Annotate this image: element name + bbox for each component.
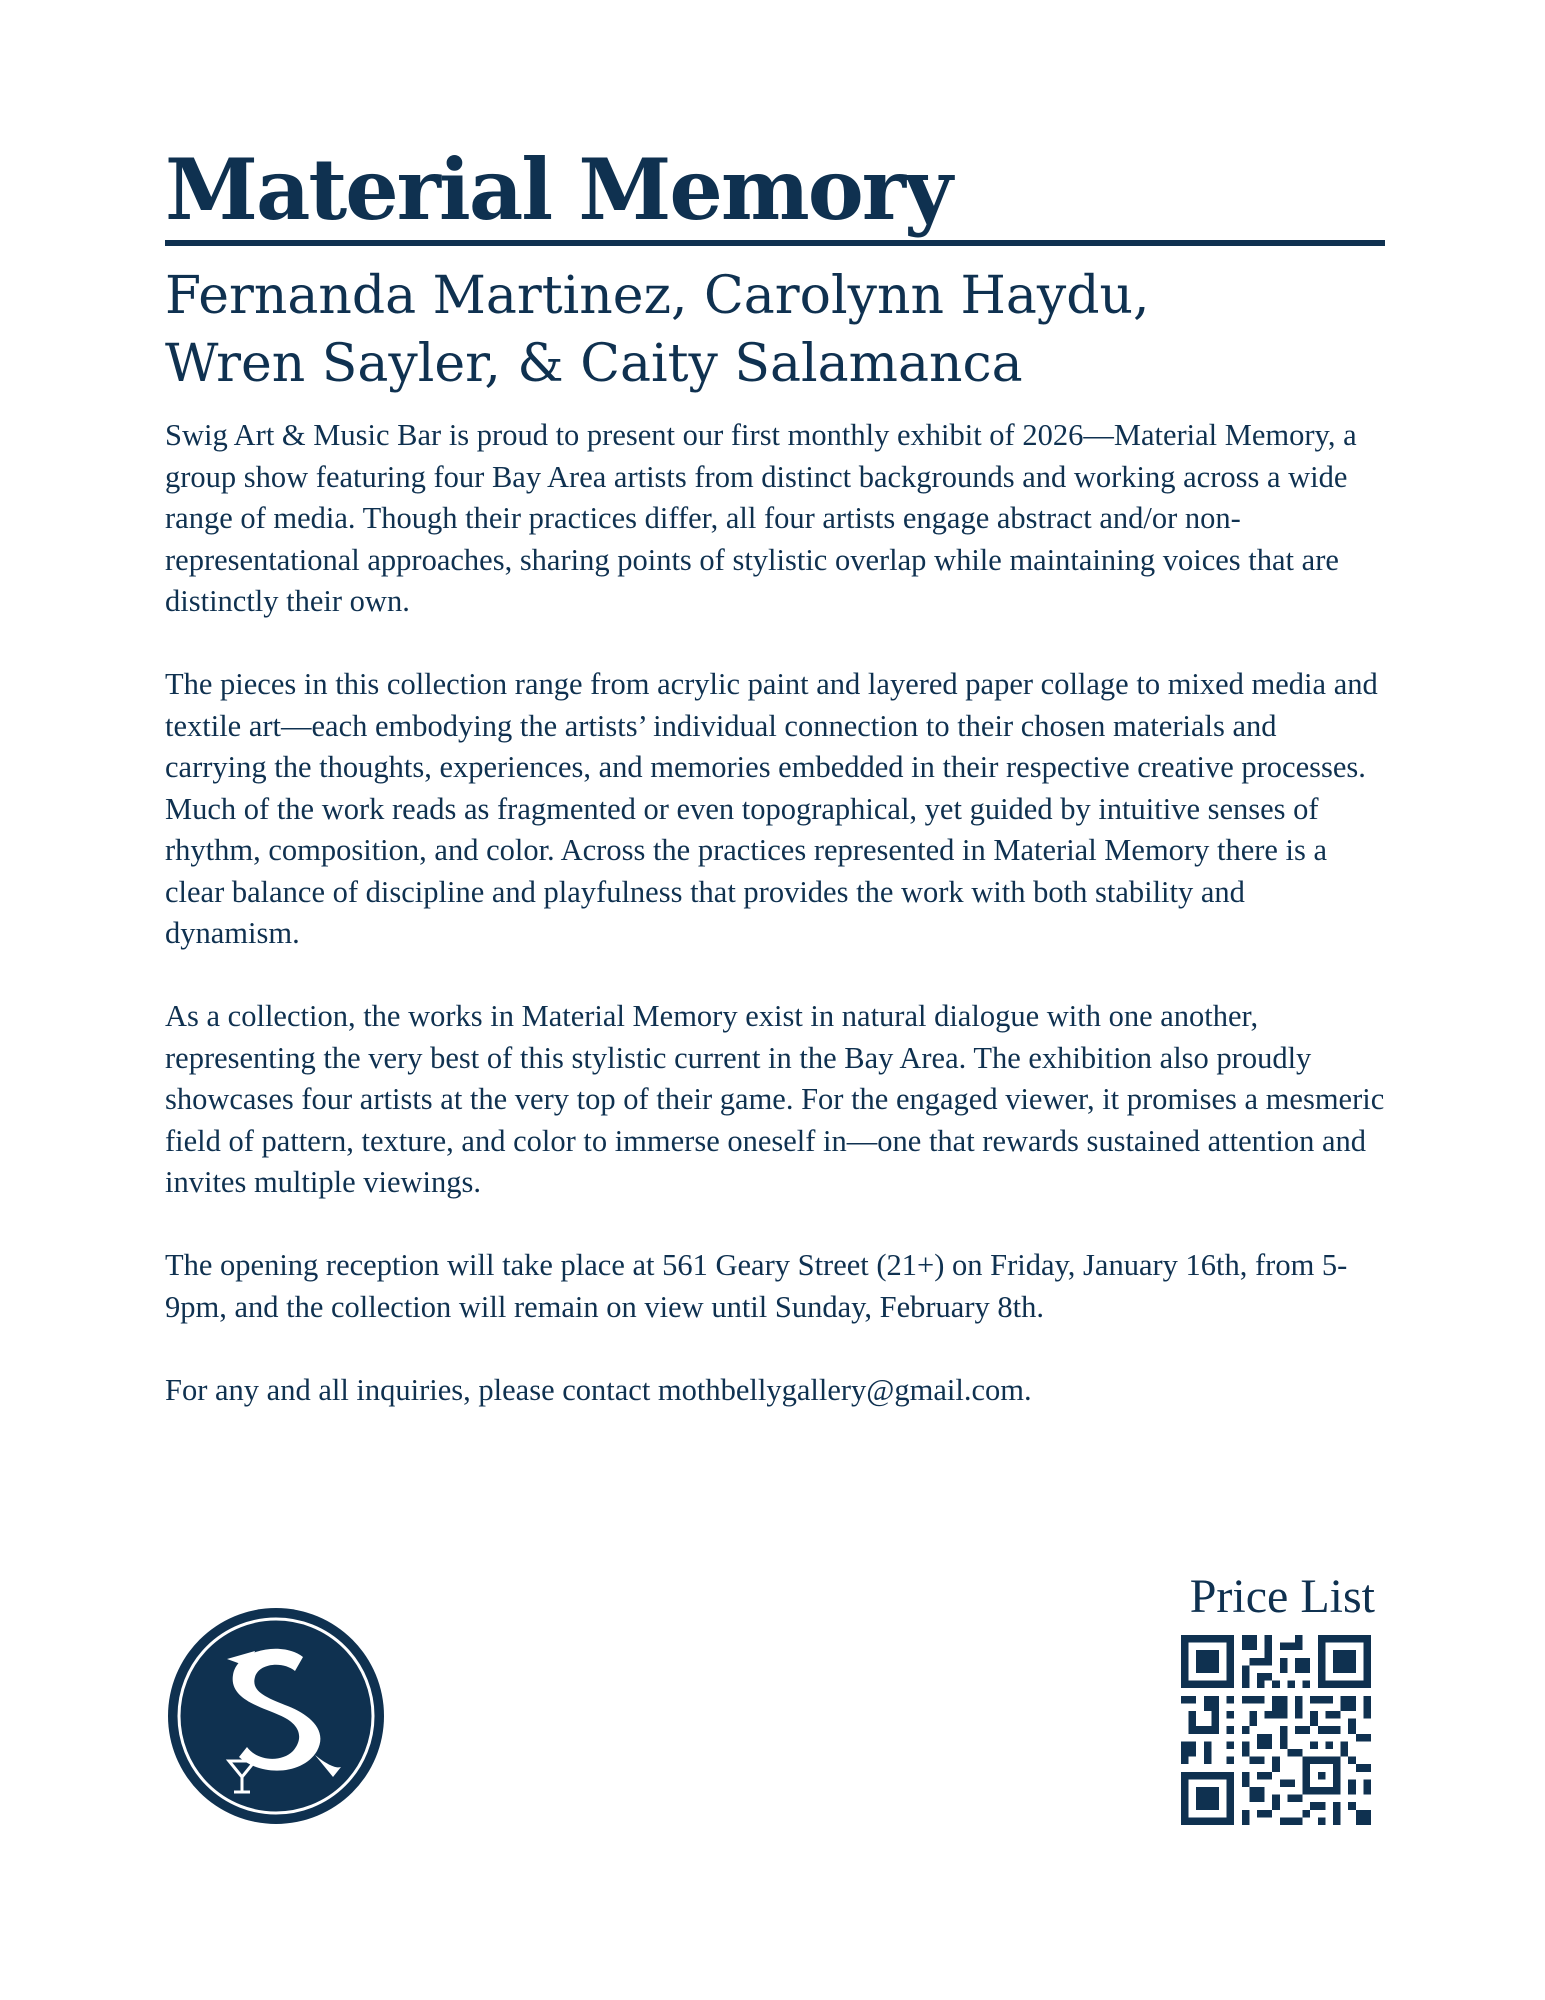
reception-paragraph: The opening reception will take place at 561 Geary Street (21+) on Friday, January 16th, from 5-9pm, and the collection will remain on view until Sunday, February 8th. (165, 1248, 1348, 1324)
collection-paragraph: As a collection, the works in Material Memory exist in natural dialogue with one another, representing the very best of this stylistic current in the Bay Area. The exhibition also proudly showcases four artists at the very top of their game. For the engaged viewer, it promises a mesmeric field of pattern, texture, and color to immerse oneself in—one that rewards sustained attention and invites multiple viewings. (165, 999, 1385, 1199)
price-list-label: Price List (1189, 1570, 1375, 1623)
swig-s-logo-icon (165, 1605, 387, 1827)
artist-names-line-1: Fernanda Martinez, Carolynn Haydu, (165, 266, 1150, 326)
artist-names (165, 262, 1365, 398)
artist-names-line-2: Wren Sayler, & Caity Salamanca (165, 334, 1023, 394)
contact-paragraph: For any and all inquiries, please contact mothbellygallery@gmail.com. (165, 1372, 1032, 1407)
title-block (165, 140, 1385, 255)
intro-paragraph: Swig Art & Music Bar is proud to present our first monthly exhibit of 2026—Material Memory, a group show featuring four Bay Area artists from distinct backgrounds and working across a wide range of media. Though their practices differ, all four artists engage abstract and/or non-representational approaches, sharing points of stylistic overlap while maintaining voices that are distinctly their own. (165, 418, 1357, 618)
exhibit-description (165, 415, 1385, 1453)
qr-code-icon[interactable] (1181, 1635, 1371, 1825)
title-underline-rule (165, 240, 1385, 246)
materials-paragraph: The pieces in this collection range from acrylic paint and layered paper collage to mixed media and textile art—each embodying the artists’ individual connection to their chosen materials and carrying the thoughts, experiences, and memories embedded in their respective creative processes. Much of the work reads as fragmented or even topographical, yet guided by intuitive senses of rhythm, composition, and color. Across the practices represented in Material Memory there is a clear balance of discipline and playfulness that provides the work with both stability and dynamism. (165, 667, 1378, 950)
page-title: Material Memory (165, 140, 957, 240)
